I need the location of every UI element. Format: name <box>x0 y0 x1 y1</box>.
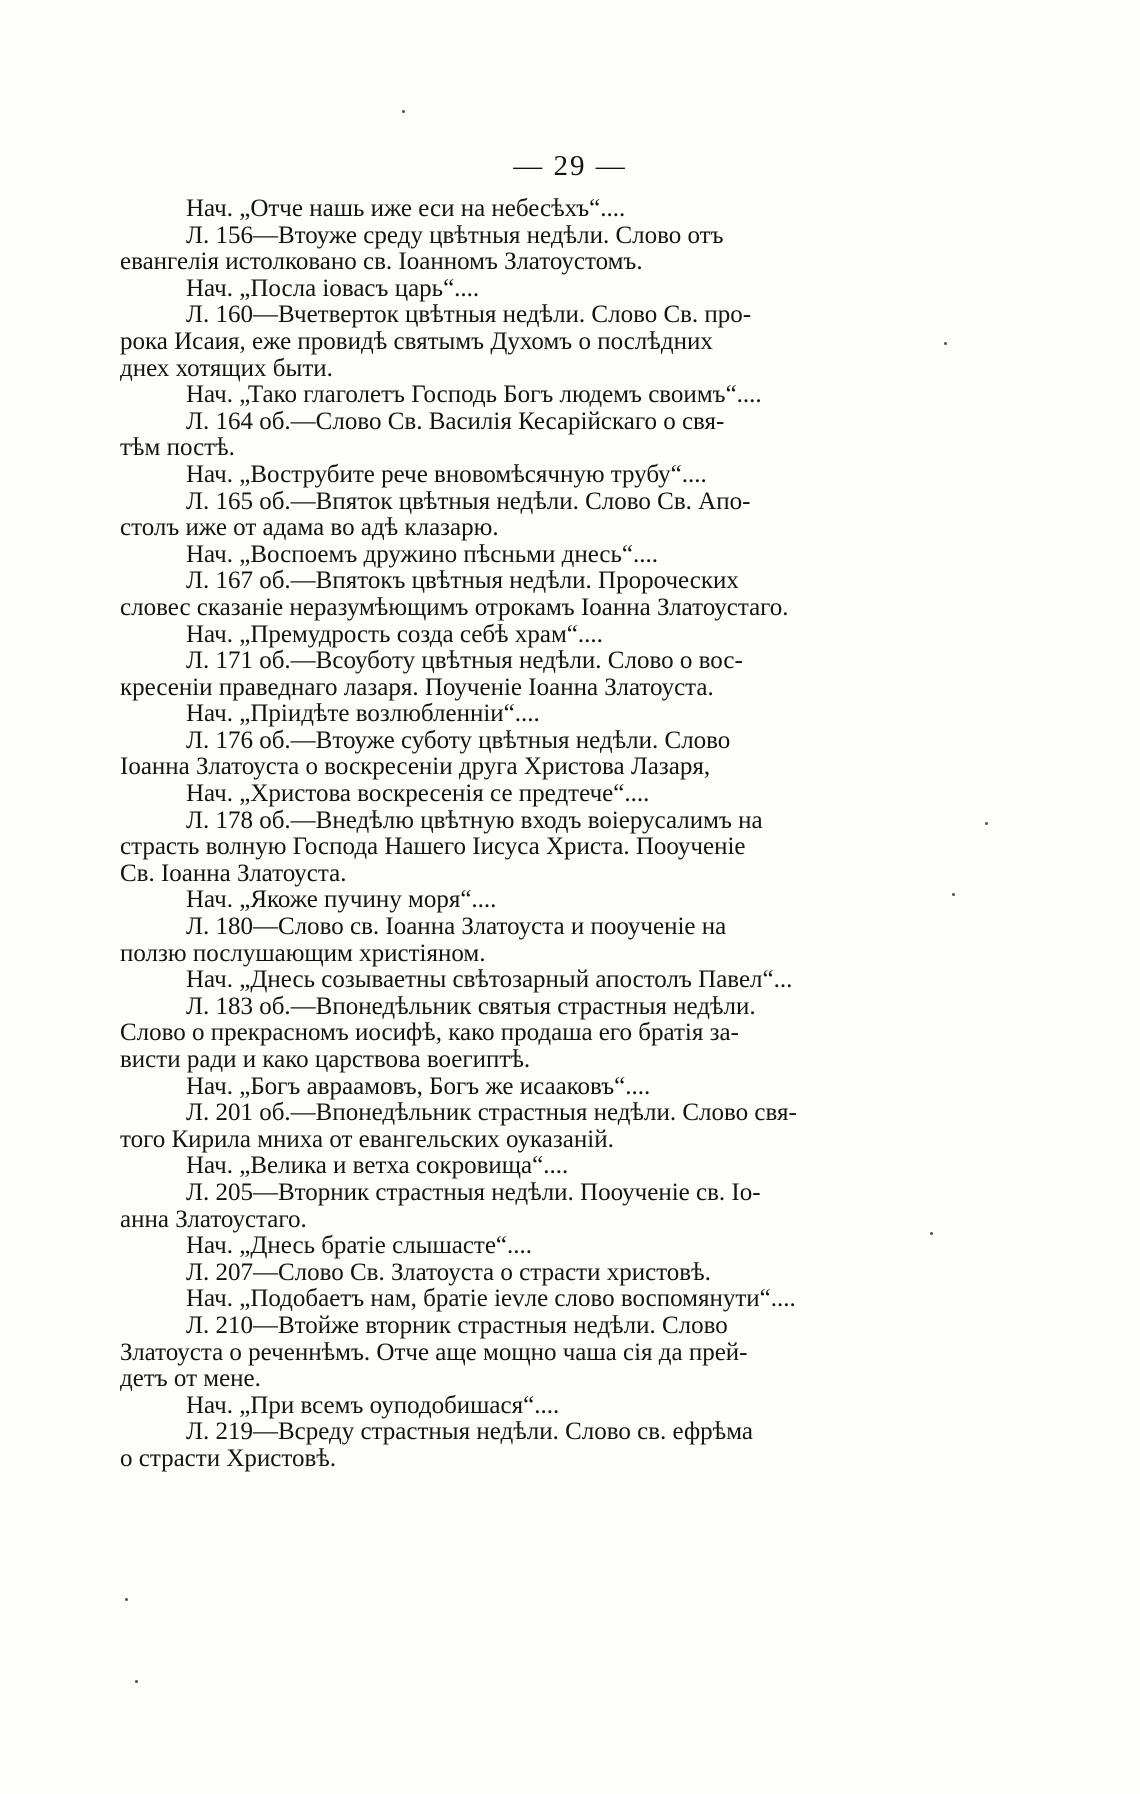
text-line: страсть волную Господа Нашего Іисуса Христа. Пооученіе <box>120 833 746 861</box>
text-line: Нач. „Премудрость созда себѣ храм“.... <box>186 620 603 648</box>
text-line: Л. 210—Втойже вторник страстныя недѣли. Слово <box>186 1311 728 1339</box>
text-line: Нач. „Христова воскресенія се предтече“.... <box>186 780 650 808</box>
text-line: кресеніи праведнаго лазаря. Поученіе Іоанна Златоуста. <box>120 673 714 701</box>
scan-speck <box>135 1680 138 1683</box>
text-line: Л. 165 об.—Впяток цвѣтныя недѣли. Слово Св. Апо- <box>186 487 751 515</box>
text-line: того Кирила мниха от евангельских оуказаній. <box>120 1125 614 1153</box>
text-line: Л. 219—Всреду страстныя недѣли. Слово св. ефрѣма <box>186 1418 753 1446</box>
page-number: — 29 — <box>513 150 627 182</box>
text-line: детъ от мене. <box>120 1365 261 1393</box>
text-line: Нач. „Вострубите рече вновомѣсячную трубу“.... <box>186 460 707 488</box>
text-line: Л. 167 об.—Впятокъ цвѣтныя недѣли. Пророческих <box>186 567 739 595</box>
scan-speck <box>944 342 947 345</box>
text-line: словес сказаніе неразумѣющимъ отрокамъ Іоанна Златоустаго. <box>120 593 789 621</box>
text-line: Л. 176 об.—Втоуже суботу цвѣтныя недѣли. Слово <box>186 726 731 754</box>
scan-speck <box>402 110 405 113</box>
text-line: Л. 178 об.—Внедѣлю цвѣтную входъ воіерусалимъ на <box>186 806 763 834</box>
text-line: Нач. „Пріидѣте возлюбленніи“.... <box>186 700 540 728</box>
catalog-text-block <box>120 196 890 1473</box>
text-line: Слово о прекрасномъ иосифѣ, како продаша его братія за- <box>120 1019 739 1047</box>
text-line: висти ради и како царствова воегиптѣ. <box>120 1046 531 1073</box>
text-line: Л. 156—Втоуже среду цвѣтныя недѣли. Слово отъ <box>186 221 724 249</box>
text-line: Л. 205—Вторник страстныя недѣли. Пооученіе св. Іо- <box>186 1178 761 1206</box>
text-line: рока Исаия, еже провидѣ святымъ Духомъ о послѣдних <box>120 327 713 355</box>
scan-speck <box>985 822 988 825</box>
text-line: Св. Іоанна Златоуста. <box>120 859 347 887</box>
text-line: Л. 171 об.—Всоуботу цвѣтныя недѣли. Слово о вос- <box>186 647 743 675</box>
text-line: Л. 164 об.—Слово Св. Василія Кесарійскаго о свя- <box>186 407 725 435</box>
text-line: Нач. „Посла іовасъ царь“.... <box>186 274 480 302</box>
scan-speck <box>125 1598 128 1601</box>
text-line: Л. 201 об.—Впонедѣльник страстныя недѣли. Слово свя- <box>186 1099 797 1127</box>
text-line: столъ иже от адама во адѣ клазарю. <box>120 514 499 542</box>
text-line: Нач. „При всемъ оуподобишася“.... <box>186 1391 560 1419</box>
text-line: тѣм постѣ. <box>120 434 235 462</box>
text-line: о страсти Христовѣ. <box>120 1444 337 1472</box>
text-line: Нач. „Днесь братіе слышасте“.... <box>186 1232 533 1260</box>
text-line: Нач. „Воспоемъ дружино пѣсньми днесь“.... <box>186 540 659 568</box>
text-line: днех хотящих быти. <box>120 354 333 382</box>
text-line: Л. 180—Слово св. Іоанна Златоуста и пооученіе на <box>186 913 727 941</box>
text-line: Нач. „Якоже пучину моря“.... <box>186 886 497 914</box>
text-line: Нач. „Тако глаголетъ Господь Богъ людемъ своимъ“.... <box>186 381 762 409</box>
text-line: Л. 183 об.—Впонедѣльник святыя страстныя недѣли. <box>186 992 756 1020</box>
scan-speck <box>952 893 955 896</box>
text-line: Нач. „Отче нашь иже еси на небесѣхъ“.... <box>186 195 626 222</box>
text-line: Златоуста о реченнѣмъ. Отче аще мощно чаша сія да прей- <box>120 1338 748 1366</box>
text-line: анна Златоустаго. <box>120 1205 307 1233</box>
text-line: Л. 207—Слово Св. Златоуста о страсти христовѣ. <box>186 1258 711 1286</box>
scan-speck <box>930 1232 933 1235</box>
text-line: Нач. „Богъ авраамовъ, Богъ же исааковъ“.... <box>186 1072 651 1100</box>
text-line: Л. 160—Вчетверток цвѣтныя недѣли. Слово Св. про- <box>186 301 752 329</box>
text-line: Нач. „Велика и ветха сокровища“.... <box>186 1152 569 1180</box>
text-line: Іоанна Златоуста о воскресеніи друга Христова Лазаря, <box>120 753 711 781</box>
text-line: евангелія истолковано св. Іоанномъ Златоустомъ. <box>120 248 643 276</box>
text-line: Нач. „Подобаетъ нам, братіе ievле слово воспомянути“.... <box>186 1285 796 1313</box>
text-line: ползю послушающим христіяном. <box>120 939 486 967</box>
text-line: Нач. „Днесь созываетны свѣтозарный апостолъ Павел“... <box>186 966 793 994</box>
